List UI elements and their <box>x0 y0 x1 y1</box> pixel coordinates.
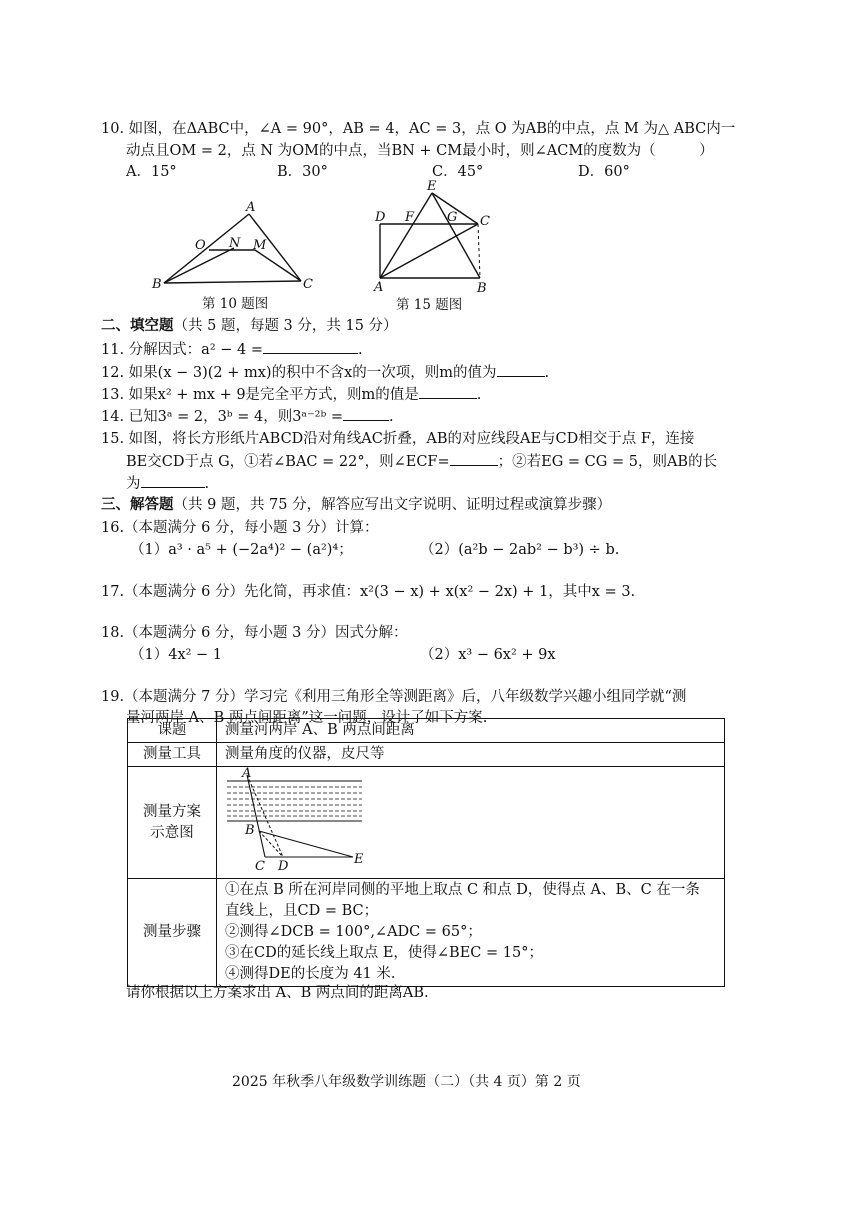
q19-diagram-key <box>128 767 217 879</box>
q15-part2: ；②若EG = CG = 5，则AB的长 <box>497 454 718 470</box>
section-3-heading: 三、解答题 <box>101 496 174 513</box>
section-2-heading: 二、填空题 <box>101 317 174 334</box>
q10-side-ab <box>164 214 249 283</box>
q10-label-n: N <box>229 236 241 251</box>
q19-steps-key: 测量步骤 <box>128 879 217 987</box>
q10-option-b: B．30° <box>277 164 328 180</box>
q15-diagonal-ac <box>380 224 478 278</box>
q19-step-2: ②测得∠DCB = 100°,∠ADC = 65°； <box>225 924 482 940</box>
q19-diagram-cell <box>217 767 725 879</box>
q15-segment-ae <box>380 193 432 278</box>
q15-part1: BE交CD于点 G，①若∠BAC = 22°，则∠ECF= <box>126 454 450 470</box>
q14 <box>101 406 394 427</box>
q10-label-b: B <box>152 277 162 292</box>
q19-label-b: B <box>245 823 255 838</box>
q19-tools-value: 测量角度的仪器，皮尺等 <box>217 743 725 767</box>
q19-step-1-cont: 直线上，且CD = BC； <box>225 903 379 919</box>
q10-segment-bn <box>164 248 234 283</box>
q11 <box>101 339 363 360</box>
q19-topic-key: 课题 <box>128 719 217 743</box>
q10-line-2: 动点且OM = 2，点 N 为OM的中点，当BN + CM最小时，则∠ACM的度数为（ ） <box>126 143 714 159</box>
q13-suffix: . <box>476 387 482 403</box>
q19-line-2: 量河两岸 A、B 两点间距离”这一问题，设计了如下方案. <box>126 710 488 726</box>
q19-label-c: C <box>255 859 265 874</box>
q19-line-1: 19.（本题满分 7 分）学习完《利用三角形全等测距离》后，八年级数学兴趣小组同学就“测 <box>101 689 687 705</box>
q18-part-2: （2）x³ − 6x² + 9x <box>420 647 556 663</box>
q11-answer-blank[interactable] <box>263 339 358 354</box>
q18-part-1: （1）4x² − 1 <box>130 647 223 663</box>
q15-line-3 <box>126 473 209 494</box>
q12-suffix: . <box>544 365 550 381</box>
q19-label-d: D <box>278 859 289 874</box>
section-3-title <box>101 495 611 515</box>
q10-segment-cm <box>255 250 301 281</box>
q19-diagram-key-line-2: 示意图 <box>150 824 194 841</box>
q19-row-tools <box>128 743 725 767</box>
q13 <box>101 384 481 405</box>
q15-side-cb-dashed <box>478 224 480 278</box>
q15-label-b: B <box>477 281 487 296</box>
q10-line-1: 10. 如图，在ΔABC中，∠A = 90°，AB = 4，AC = 3，点 O 为AB的中点，点 M 为△ ABC内一 <box>101 121 736 137</box>
q19-plan-table <box>127 718 725 987</box>
q10-option-c: C．45° <box>432 164 484 180</box>
q10-figure-caption: 第 10 题图 <box>202 296 269 312</box>
q19-step-4: ④测得DE的长度为 41 米. <box>225 966 396 982</box>
q11-prefix: 11. 分解因式：a² − 4 = <box>101 342 263 358</box>
q16-part-2: （2）(a²b − 2ab² − b³) ÷ b. <box>420 542 620 558</box>
q19-label-e: E <box>354 852 364 867</box>
q15-line-2 <box>126 451 717 472</box>
q19-step-1: ①在点 B 所在河岸同侧的平地上取点 C 和点 D，使得点 A、B、C 在一条 <box>225 882 700 898</box>
q16-part-1: （1）a³ · a⁵ + (−2a⁴)² − (a²)⁴； <box>130 542 353 558</box>
section-2-note: （共 5 题，每题 3 分，共 15 分） <box>173 318 398 334</box>
q15-figure-caption: 第 15 题图 <box>396 297 463 313</box>
q15-label-e: E <box>427 179 437 194</box>
q18-stem: 18.（本题满分 6 分，每小题 3 分）因式分解： <box>101 625 408 641</box>
q10-side-ac <box>249 214 301 281</box>
q19-river-diagram <box>217 766 417 874</box>
q10-label-c: C <box>303 277 313 292</box>
q10-option-a: A．15° <box>126 164 177 180</box>
q19-ask: 请你根据以上方案求出 A、B 两点间的距离AB. <box>126 985 429 1001</box>
q19-topic-value: 测量河两岸 A、B 两点间距离 <box>217 719 725 743</box>
q19-tools-key: 测量工具 <box>128 743 217 767</box>
q12-prefix: 12. 如果(x − 3)(2 + mx)的积中不含x的一次项，则m的值为 <box>101 365 497 381</box>
q15-segment-ec <box>432 193 478 224</box>
q15-label-f: F <box>405 210 415 225</box>
q17-stem: 17.（本题满分 6 分）先化简，再求值：x²(3 − x) + x(x² − 2x) + 1，其中x = 3. <box>101 584 636 600</box>
q19-label-a: A <box>242 766 252 781</box>
q14-suffix: . <box>389 409 394 425</box>
section-2-title <box>101 316 398 336</box>
q15-label-a: A <box>374 280 384 295</box>
q15-part3: 为 <box>126 476 141 492</box>
q15-segment-eb <box>432 193 480 278</box>
q10-label-o: O <box>195 238 206 253</box>
q14-answer-blank[interactable] <box>343 406 389 421</box>
q10-side-bc <box>164 281 301 283</box>
q12-answer-blank[interactable] <box>497 362 545 377</box>
q15-answer-blank-1[interactable] <box>450 451 498 466</box>
q19-step-3: ③在CD的延长线上取点 E，使得∠BEC = 15°； <box>225 945 543 961</box>
line-abc <box>247 775 265 857</box>
q19-row-topic <box>128 719 725 743</box>
q14-prefix: 14. 已知3ᵃ = 2，3ᵇ = 4，则3ᵃ⁻²ᵇ = <box>101 409 344 425</box>
q13-prefix: 13. 如果x² + mx + 9是完全平方式，则m的值是 <box>101 387 419 403</box>
q19-row-steps <box>128 879 725 987</box>
q15-label-g: G <box>447 210 458 225</box>
q10-option-d: D．60° <box>578 164 630 180</box>
q10-label-a: A <box>246 200 256 215</box>
q12 <box>101 362 549 383</box>
q19-diagram-key-line-1: 测量方案 <box>143 803 201 820</box>
q15-answer-blank-2[interactable] <box>141 473 205 488</box>
q15-line-1: 15. 如图，将长方形纸片ABCD沿对角线AC折叠，AB的对应线段AE与CD相交于点 F，连接 <box>101 431 695 447</box>
q19-steps-cell <box>217 879 725 987</box>
q10-label-m: M <box>253 238 267 253</box>
q15-label-d: D <box>375 210 386 225</box>
q11-suffix: . <box>357 342 363 358</box>
q15-part4: . <box>204 476 210 492</box>
q13-answer-blank[interactable] <box>419 384 477 399</box>
section-3-note: （共 9 题，共 75 分，解答应写出文字说明、证明过程或演算步骤） <box>173 497 612 513</box>
page-footer: 2025 年秋季八年级数学训练题（二）（共 4 页）第 2 页 <box>232 1074 581 1090</box>
q15-label-c: C <box>480 214 490 229</box>
q19-row-diagram <box>128 767 725 879</box>
q16-stem: 16.（本题满分 6 分，每小题 3 分）计算： <box>101 520 379 536</box>
